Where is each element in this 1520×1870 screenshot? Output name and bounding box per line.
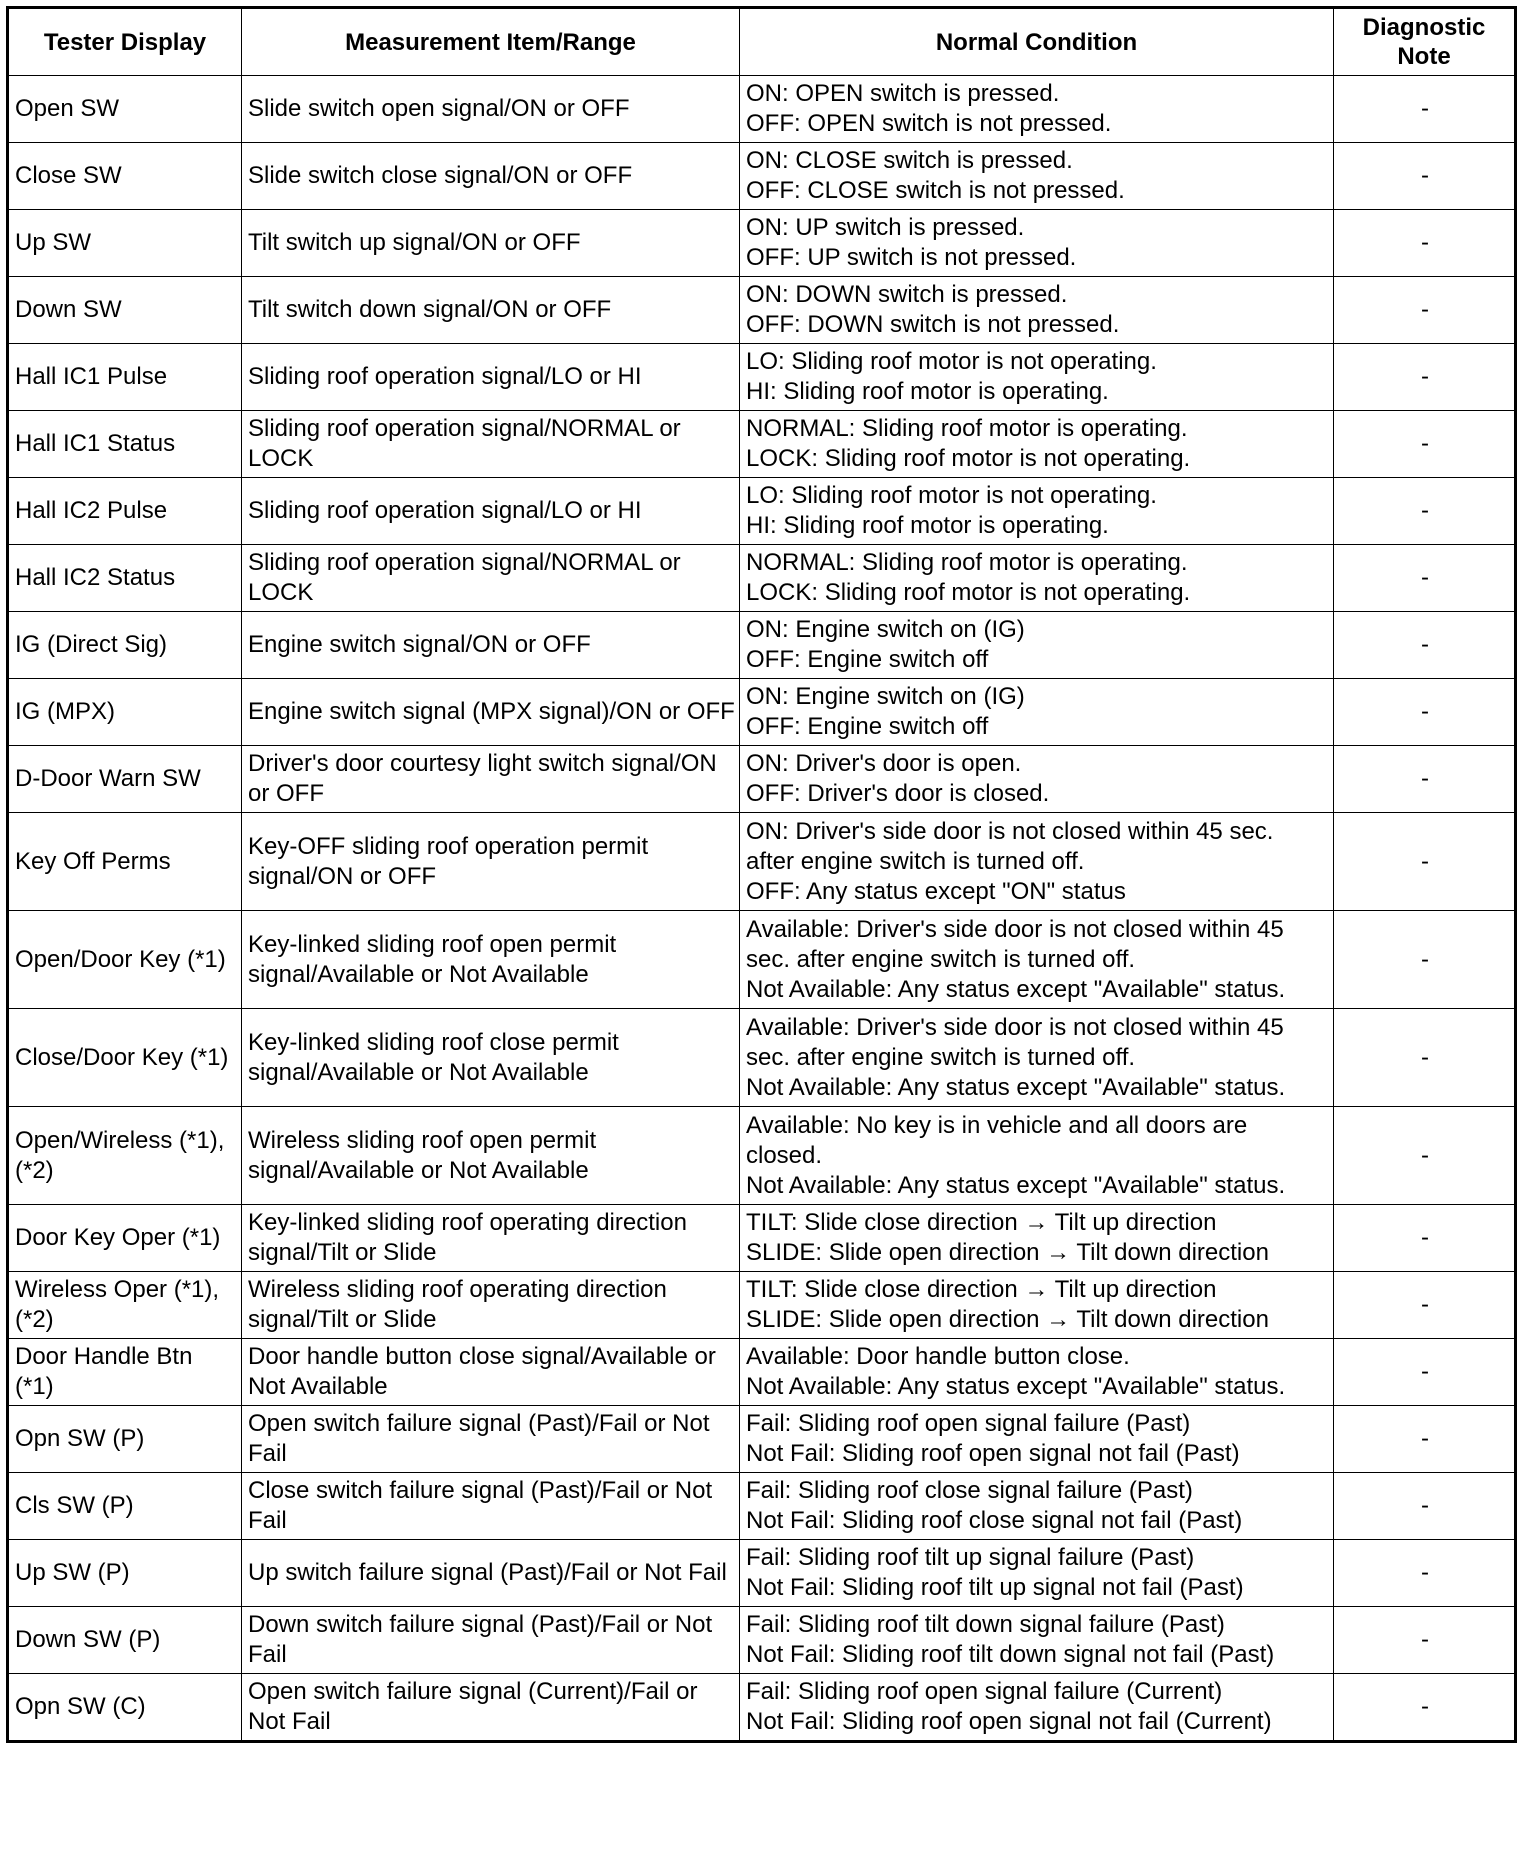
condition-line: SLIDE: Slide open direction → Tilt down direction: [746, 1306, 1269, 1333]
tester-display-cell: Down SW: [8, 277, 242, 344]
condition-line: TILT: Slide close direction → Tilt up direction: [746, 1276, 1217, 1303]
normal-condition-cell: [740, 1473, 1334, 1540]
table-row: [8, 1107, 1516, 1205]
diagnostic-note-cell: -: [1334, 411, 1516, 478]
diagnostic-note-cell: -: [1334, 143, 1516, 210]
tester-display-cell: Hall IC1 Status: [8, 411, 242, 478]
measurement-item-cell: Sliding roof operation signal/LO or HI: [242, 478, 740, 545]
condition-line: Not Fail: Sliding roof open signal not fail (Current): [746, 1708, 1272, 1735]
condition-line: ON: UP switch is pressed.: [746, 214, 1025, 241]
measurement-item-cell: Slide switch close signal/ON or OFF: [242, 143, 740, 210]
tester-display-cell: Door Key Oper (*1): [8, 1205, 242, 1272]
condition-line: sec. after engine switch is turned off.: [746, 1043, 1136, 1071]
tester-display-cell: IG (MPX): [8, 679, 242, 746]
normal-condition-cell: [740, 478, 1334, 545]
measurement-item-cell: Sliding roof operation signal/LO or HI: [242, 344, 740, 411]
normal-condition-cell: [740, 1540, 1334, 1607]
table-row: [8, 143, 1516, 210]
table-row: [8, 478, 1516, 545]
diagnostic-note-cell: -: [1334, 1009, 1516, 1107]
measurement-item-cell: Key-OFF sliding roof operation permit signal/ON or OFF: [242, 813, 740, 911]
measurement-item-cell: Engine switch signal/ON or OFF: [242, 612, 740, 679]
normal-condition-cell: [740, 1107, 1334, 1205]
diagnostic-note-cell: -: [1334, 679, 1516, 746]
tester-display-cell: Open/Wireless (*1), (*2): [8, 1107, 242, 1205]
diagnostic-note-cell: -: [1334, 1339, 1516, 1406]
measurement-item-cell: Sliding roof operation signal/NORMAL or LOCK: [242, 411, 740, 478]
tester-display-cell: Open SW: [8, 76, 242, 143]
measurement-item-cell: Tilt switch up signal/ON or OFF: [242, 210, 740, 277]
diagnostic-note-cell: -: [1334, 1272, 1516, 1339]
table-row: [8, 1406, 1516, 1473]
condition-line: OFF: CLOSE switch is not pressed.: [746, 177, 1125, 204]
diagnostic-note-cell: -: [1334, 545, 1516, 612]
condition-line: ON: Engine switch on (IG): [746, 683, 1025, 710]
condition-line: Not Available: Any status except "Available" status.: [746, 975, 1286, 1003]
measurement-item-cell: Key-linked sliding roof open permit signal/Available or Not Available: [242, 911, 740, 1009]
condition-line: NORMAL: Sliding roof motor is operating.: [746, 549, 1188, 576]
diagnostic-note-cell: -: [1334, 1674, 1516, 1742]
diagnostic-note-cell: -: [1334, 344, 1516, 411]
measurement-item-cell: Up switch failure signal (Past)/Fail or Not Fail: [242, 1540, 740, 1607]
condition-line: OFF: Driver's door is closed.: [746, 780, 1050, 807]
tester-display-cell: Key Off Perms: [8, 813, 242, 911]
table-row: [8, 277, 1516, 344]
normal-condition-cell: [740, 1674, 1334, 1742]
condition-line: Fail: Sliding roof tilt down signal failure (Past): [746, 1611, 1225, 1638]
table-row: [8, 911, 1516, 1009]
condition-line: TILT: Slide close direction → Tilt up direction: [746, 1209, 1217, 1236]
condition-line: ON: CLOSE switch is pressed.: [746, 147, 1073, 174]
table-row: [8, 1205, 1516, 1272]
condition-line: ON: DOWN switch is pressed.: [746, 281, 1068, 308]
normal-condition-cell: [740, 277, 1334, 344]
measurement-item-cell: Sliding roof operation signal/NORMAL or LOCK: [242, 545, 740, 612]
condition-line: Not Fail: Sliding roof tilt down signal not fail (Past): [746, 1641, 1275, 1668]
table-body: [8, 76, 1516, 1742]
tester-display-cell: D-Door Warn SW: [8, 746, 242, 813]
condition-line: Not Fail: Sliding roof tilt up signal not fail (Past): [746, 1574, 1244, 1601]
tester-display-cell: Up SW: [8, 210, 242, 277]
measurement-item-cell: Key-linked sliding roof close permit signal/Available or Not Available: [242, 1009, 740, 1107]
condition-line: OFF: UP switch is not pressed.: [746, 244, 1077, 271]
condition-line: Not Fail: Sliding roof close signal not fail (Past): [746, 1507, 1243, 1534]
condition-line: HI: Sliding roof motor is operating.: [746, 512, 1109, 539]
table-row: [8, 679, 1516, 746]
normal-condition-cell: [740, 76, 1334, 143]
header-measurement-item: Measurement Item/Range: [242, 8, 740, 76]
tester-display-cell: Close/Door Key (*1): [8, 1009, 242, 1107]
tester-display-cell: Opn SW (C): [8, 1674, 242, 1742]
header-normal-condition: Normal Condition: [740, 8, 1334, 76]
normal-condition-cell: [740, 1205, 1334, 1272]
tester-display-cell: Hall IC2 Status: [8, 545, 242, 612]
tester-display-cell: Hall IC1 Pulse: [8, 344, 242, 411]
condition-line: ON: Engine switch on (IG): [746, 616, 1025, 643]
normal-condition-cell: [740, 1272, 1334, 1339]
condition-line: OFF: OPEN switch is not pressed.: [746, 110, 1112, 137]
tester-display-cell: Wireless Oper (*1), (*2): [8, 1272, 242, 1339]
measurement-item-cell: Engine switch signal (MPX signal)/ON or OFF: [242, 679, 740, 746]
condition-line: ON: OPEN switch is pressed.: [746, 80, 1060, 107]
condition-line: Available: Driver's side door is not closed within 45: [746, 1013, 1284, 1041]
header-tester-display: Tester Display: [8, 8, 242, 76]
table-row: [8, 813, 1516, 911]
table-row: [8, 1272, 1516, 1339]
measurement-item-cell: Close switch failure signal (Past)/Fail or Not Fail: [242, 1473, 740, 1540]
measurement-item-cell: Driver's door courtesy light switch signal/ON or OFF: [242, 746, 740, 813]
condition-line: Fail: Sliding roof close signal failure (Past): [746, 1477, 1193, 1504]
diagnostic-note-cell: -: [1334, 1473, 1516, 1540]
table-row: [8, 612, 1516, 679]
condition-line: SLIDE: Slide open direction → Tilt down direction: [746, 1239, 1269, 1266]
table-row: [8, 344, 1516, 411]
tester-display-cell: Close SW: [8, 143, 242, 210]
condition-line: LO: Sliding roof motor is not operating.: [746, 482, 1157, 509]
condition-line: LOCK: Sliding roof motor is not operating.: [746, 579, 1191, 606]
measurement-item-cell: Door handle button close signal/Available or Not Available: [242, 1339, 740, 1406]
condition-line: LOCK: Sliding roof motor is not operating.: [746, 445, 1191, 472]
diagnostic-note-cell: -: [1334, 1540, 1516, 1607]
table-row: [8, 210, 1516, 277]
measurement-item-cell: Tilt switch down signal/ON or OFF: [242, 277, 740, 344]
tester-display-cell: Opn SW (P): [8, 1406, 242, 1473]
diagnostic-note-cell: -: [1334, 612, 1516, 679]
tester-display-cell: Hall IC2 Pulse: [8, 478, 242, 545]
normal-condition-cell: [740, 612, 1334, 679]
measurement-item-cell: Open switch failure signal (Current)/Fail or Not Fail: [242, 1674, 740, 1742]
condition-line: Fail: Sliding roof tilt up signal failure (Past): [746, 1544, 1195, 1571]
condition-line: Not Fail: Sliding roof open signal not fail (Past): [746, 1440, 1240, 1467]
condition-line: Not Available: Any status except "Available" status.: [746, 1373, 1286, 1400]
diagnostic-note-cell: -: [1334, 1107, 1516, 1205]
header-diagnostic-note: Diagnostic Note: [1334, 8, 1516, 76]
measurement-item-cell: Down switch failure signal (Past)/Fail or Not Fail: [242, 1607, 740, 1674]
condition-line: NORMAL: Sliding roof motor is operating.: [746, 415, 1188, 442]
measurement-item-cell: Open switch failure signal (Past)/Fail or Not Fail: [242, 1406, 740, 1473]
table-row: [8, 76, 1516, 143]
normal-condition-cell: [740, 210, 1334, 277]
diagnostic-note-cell: -: [1334, 1607, 1516, 1674]
diagnostic-note-cell: -: [1334, 1406, 1516, 1473]
normal-condition-cell: [740, 545, 1334, 612]
table-row: [8, 1009, 1516, 1107]
normal-condition-cell: [740, 746, 1334, 813]
table-row: [8, 1540, 1516, 1607]
measurement-item-cell: Slide switch open signal/ON or OFF: [242, 76, 740, 143]
diagnostic-note-cell: -: [1334, 76, 1516, 143]
condition-line: OFF: Any status except "ON" status: [746, 877, 1126, 905]
table-row: [8, 1607, 1516, 1674]
normal-condition-cell: [740, 679, 1334, 746]
diagnostic-note-cell: -: [1334, 478, 1516, 545]
condition-line: Available: Driver's side door is not closed within 45: [746, 915, 1284, 943]
tester-display-cell: IG (Direct Sig): [8, 612, 242, 679]
condition-line: OFF: Engine switch off: [746, 646, 989, 673]
measurement-item-cell: Wireless sliding roof open permit signal/Available or Not Available: [242, 1107, 740, 1205]
table-row: [8, 1473, 1516, 1540]
condition-line: after engine switch is turned off.: [746, 847, 1085, 875]
condition-line: sec. after engine switch is turned off.: [746, 945, 1136, 973]
condition-line: HI: Sliding roof motor is operating.: [746, 378, 1109, 405]
tester-display-cell: Cls SW (P): [8, 1473, 242, 1540]
condition-line: OFF: Engine switch off: [746, 713, 989, 740]
data-list-document: [6, 6, 1514, 1743]
condition-line: ON: Driver's side door is not closed within 45 sec.: [746, 817, 1274, 845]
condition-line: LO: Sliding roof motor is not operating.: [746, 348, 1157, 375]
diagnostic-note-cell: -: [1334, 746, 1516, 813]
normal-condition-cell: [740, 1607, 1334, 1674]
table-row: [8, 746, 1516, 813]
condition-line: Not Available: Any status except "Available" status.: [746, 1073, 1286, 1101]
condition-line: Fail: Sliding roof open signal failure (Past): [746, 1410, 1191, 1437]
normal-condition-cell: [740, 911, 1334, 1009]
tester-display-cell: Door Handle Btn (*1): [8, 1339, 242, 1406]
condition-line: OFF: DOWN switch is not pressed.: [746, 311, 1120, 338]
header-row: [8, 8, 1516, 76]
table-row: [8, 1339, 1516, 1406]
normal-condition-cell: [740, 1406, 1334, 1473]
tester-display-cell: Open/Door Key (*1): [8, 911, 242, 1009]
measurement-item-cell: Key-linked sliding roof operating direction signal/Tilt or Slide: [242, 1205, 740, 1272]
condition-line: closed.: [746, 1141, 823, 1169]
condition-line: Available: No key is in vehicle and all doors are: [746, 1111, 1248, 1139]
table-row: [8, 411, 1516, 478]
normal-condition-cell: [740, 411, 1334, 478]
diagnostic-note-cell: -: [1334, 1205, 1516, 1272]
diagnostic-note-cell: -: [1334, 911, 1516, 1009]
tester-display-cell: Down SW (P): [8, 1607, 242, 1674]
condition-line: ON: Driver's door is open.: [746, 750, 1022, 777]
tester-display-cell: Up SW (P): [8, 1540, 242, 1607]
condition-line: Fail: Sliding roof open signal failure (Current): [746, 1678, 1223, 1705]
diagnostic-note-cell: -: [1334, 813, 1516, 911]
table-row: [8, 545, 1516, 612]
data-list-table: [6, 6, 1517, 1743]
normal-condition-cell: [740, 143, 1334, 210]
measurement-item-cell: Wireless sliding roof operating direction signal/Tilt or Slide: [242, 1272, 740, 1339]
normal-condition-cell: [740, 1339, 1334, 1406]
condition-line: Not Available: Any status except "Available" status.: [746, 1171, 1286, 1199]
normal-condition-cell: [740, 344, 1334, 411]
diagnostic-note-cell: -: [1334, 277, 1516, 344]
condition-line: Available: Door handle button close.: [746, 1343, 1130, 1370]
normal-condition-cell: [740, 1009, 1334, 1107]
table-row: [8, 1674, 1516, 1742]
normal-condition-cell: [740, 813, 1334, 911]
diagnostic-note-cell: -: [1334, 210, 1516, 277]
